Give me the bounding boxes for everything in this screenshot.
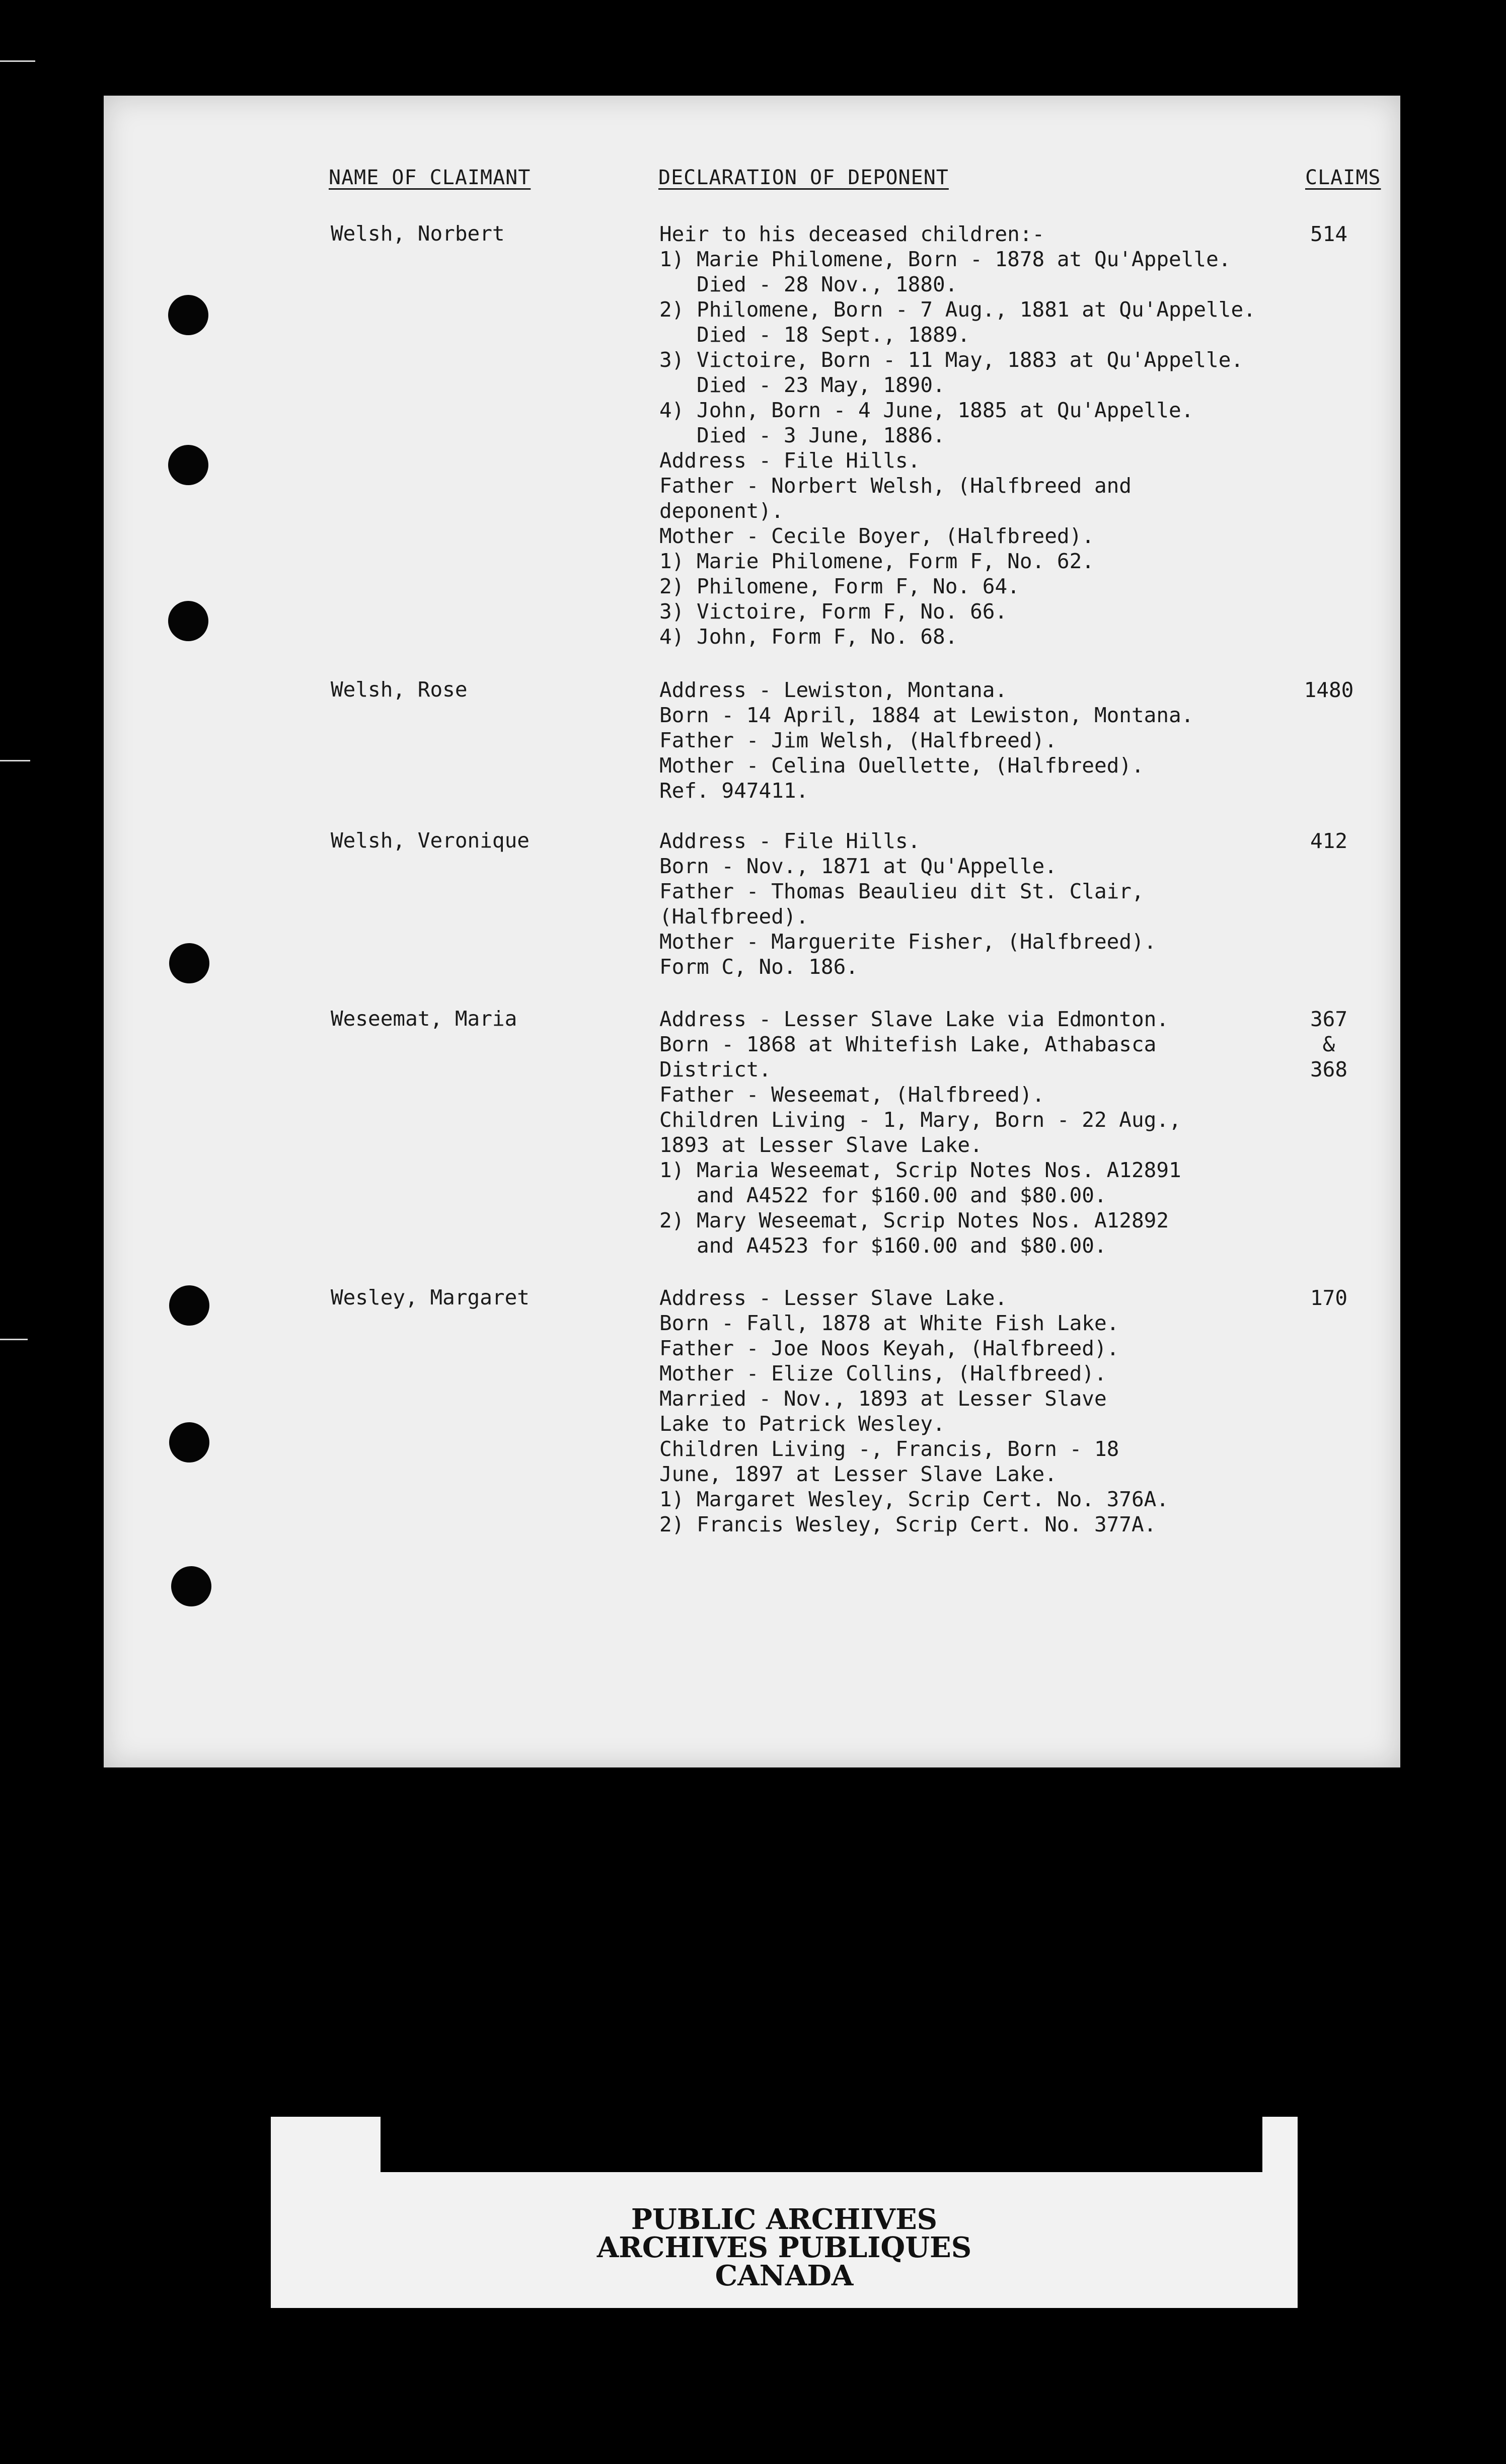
declaration-line: District. [659,1057,772,1082]
punch-hole [168,445,208,485]
declaration-line: Born - 14 April, 1884 at Lewiston, Montana. [659,703,1194,727]
declaration-line: 2) Philomene, Born - 7 Aug., 1881 at Qu'Appelle. [659,297,1256,322]
declaration-line: Address - Lesser Slave Lake. [659,1286,1008,1310]
declaration-line: Died - 18 Sept., 1889. [659,323,970,347]
declaration-line: 1) Marie Philomene, Born - 1878 at Qu'Appelle. [659,247,1231,271]
declaration-text [659,1285,1289,1537]
declaration-line: 4) John, Born - 4 June, 1885 at Qu'Appelle. [659,398,1194,422]
declaration-line: Born - Nov., 1871 at Qu'Appelle. [659,854,1057,878]
declaration-line: Died - 28 Nov., 1880. [659,272,958,296]
header-declaration-of-deponent: DECLARATION OF DEPONENT [658,166,949,189]
declaration-line: 1) Marie Philomene, Form F, No. 62. [659,549,1094,573]
claims-number [1304,1285,1354,1311]
claims-value: 514 [1310,222,1348,246]
claims-value: 1480 [1304,678,1354,702]
declaration-line: Father - Weseemat, (Halfbreed). [659,1083,1045,1107]
declaration-text [659,828,1289,979]
declaration-line: Born - Fall, 1878 at White Fish Lake. [659,1311,1119,1335]
claimant-name: Welsh, Norbert [331,221,505,246]
declaration-text [659,221,1289,649]
declaration-line: Form C, No. 186. [659,955,858,979]
declaration-line: Born - 1868 at Whitefish Lake, Athabasca [659,1032,1157,1056]
declaration-text [659,677,1289,803]
claims-value: & [1322,1032,1335,1056]
declaration-line: Father - Norbert Welsh, (Halfbreed and [659,474,1132,498]
declaration-line: Children Living -, Francis, Born - 18 [659,1437,1119,1461]
declaration-line: Married - Nov., 1893 at Lesser Slave [659,1387,1107,1411]
header-name-of-claimant: NAME OF CLAIMANT [329,166,531,189]
header-claims: CLAIMS [1305,166,1381,189]
film-scratch [0,1339,28,1340]
declaration-line: Mother - Celina Ouellette, (Halfbreed). [659,753,1144,778]
claims-number [1304,221,1354,247]
declaration-line: Died - 3 June, 1886. [659,423,945,447]
declaration-line: June, 1897 at Lesser Slave Lake. [659,1462,1057,1486]
declaration-line: and A4523 for $160.00 and $80.00. [659,1234,1107,1258]
claims-number [1304,677,1354,703]
declaration-line: 3) Victoire, Form F, No. 66. [659,599,1008,624]
film-scratch [0,60,35,62]
declaration-line: 2) Francis Wesley, Scrip Cert. No. 377A. [659,1512,1157,1536]
declaration-line: Children Living - 1, Mary, Born - 22 Aug., [659,1108,1181,1132]
declaration-line: Lake to Patrick Wesley. [659,1412,945,1436]
declaration-line: Address - File Hills. [659,829,921,853]
declaration-line: Father - Joe Noos Keyah, (Halfbreed). [659,1336,1119,1360]
claimant-name: Wesley, Margaret [331,1285,530,1310]
claims-number [1304,828,1354,854]
punch-hole [169,1285,209,1326]
punch-hole [169,1422,209,1462]
declaration-line: 3) Victoire, Born - 11 May, 1883 at Qu'Appelle. [659,348,1244,372]
declaration-line: Mother - Marguerite Fisher, (Halfbreed). [659,930,1157,954]
claimant-name: Welsh, Rose [331,677,468,702]
punch-hole [169,943,209,983]
punch-hole [171,1566,211,1606]
claims-value: 368 [1310,1057,1348,1082]
declaration-line: Father - Jim Welsh, (Halfbreed). [659,728,1057,752]
archives-stamp-line3: CANADA [715,2259,854,2292]
claims-value: 412 [1310,829,1348,853]
declaration-line: 2) Philomene, Form F, No. 64. [659,574,1020,598]
claimant-name: Welsh, Veronique [331,828,530,853]
declaration-line: 1) Maria Weseemat, Scrip Notes Nos. A12891 [659,1158,1181,1182]
declaration-line: Ref. 947411. [659,779,809,803]
declaration-line: Mother - Cecile Boyer, (Halfbreed). [659,524,1094,548]
declaration-line: deponent). [659,499,784,523]
archives-label-notch [381,2117,1262,2172]
declaration-line: 2) Mary Weseemat, Scrip Notes Nos. A12892 [659,1208,1169,1233]
declaration-line: and A4522 for $160.00 and $80.00. [659,1183,1107,1207]
archives-stamp-line2: ARCHIVES PUBLIQUES [596,2231,972,2264]
archives-stamp-line1: PUBLIC ARCHIVES [631,2203,938,2236]
declaration-line: 1893 at Lesser Slave Lake. [659,1133,983,1157]
declaration-line: Mother - Elize Collins, (Halfbreed). [659,1361,1107,1385]
claims-value: 367 [1310,1007,1348,1031]
claims-value: 170 [1310,1286,1348,1310]
declaration-line: Father - Thomas Beaulieu dit St. Clair, [659,879,1144,903]
declaration-line: Address - Lewiston, Montana. [659,678,1008,702]
punch-hole [168,295,208,335]
declaration-line: Died - 23 May, 1890. [659,373,945,397]
declaration-line: Heir to his deceased children:- [659,222,1045,246]
declaration-line: 4) John, Form F, No. 68. [659,625,958,649]
declaration-line: 1) Margaret Wesley, Scrip Cert. No. 376A. [659,1487,1169,1511]
declaration-line: Address - File Hills. [659,448,921,473]
claims-number [1304,1007,1354,1082]
punch-hole [168,601,208,641]
film-scratch [0,760,30,761]
declaration-line: Address - Lesser Slave Lake via Edmonton. [659,1007,1169,1031]
declaration-line: (Halfbreed). [659,904,809,929]
claimant-name: Weseemat, Maria [331,1007,517,1031]
declaration-text [659,1007,1289,1258]
